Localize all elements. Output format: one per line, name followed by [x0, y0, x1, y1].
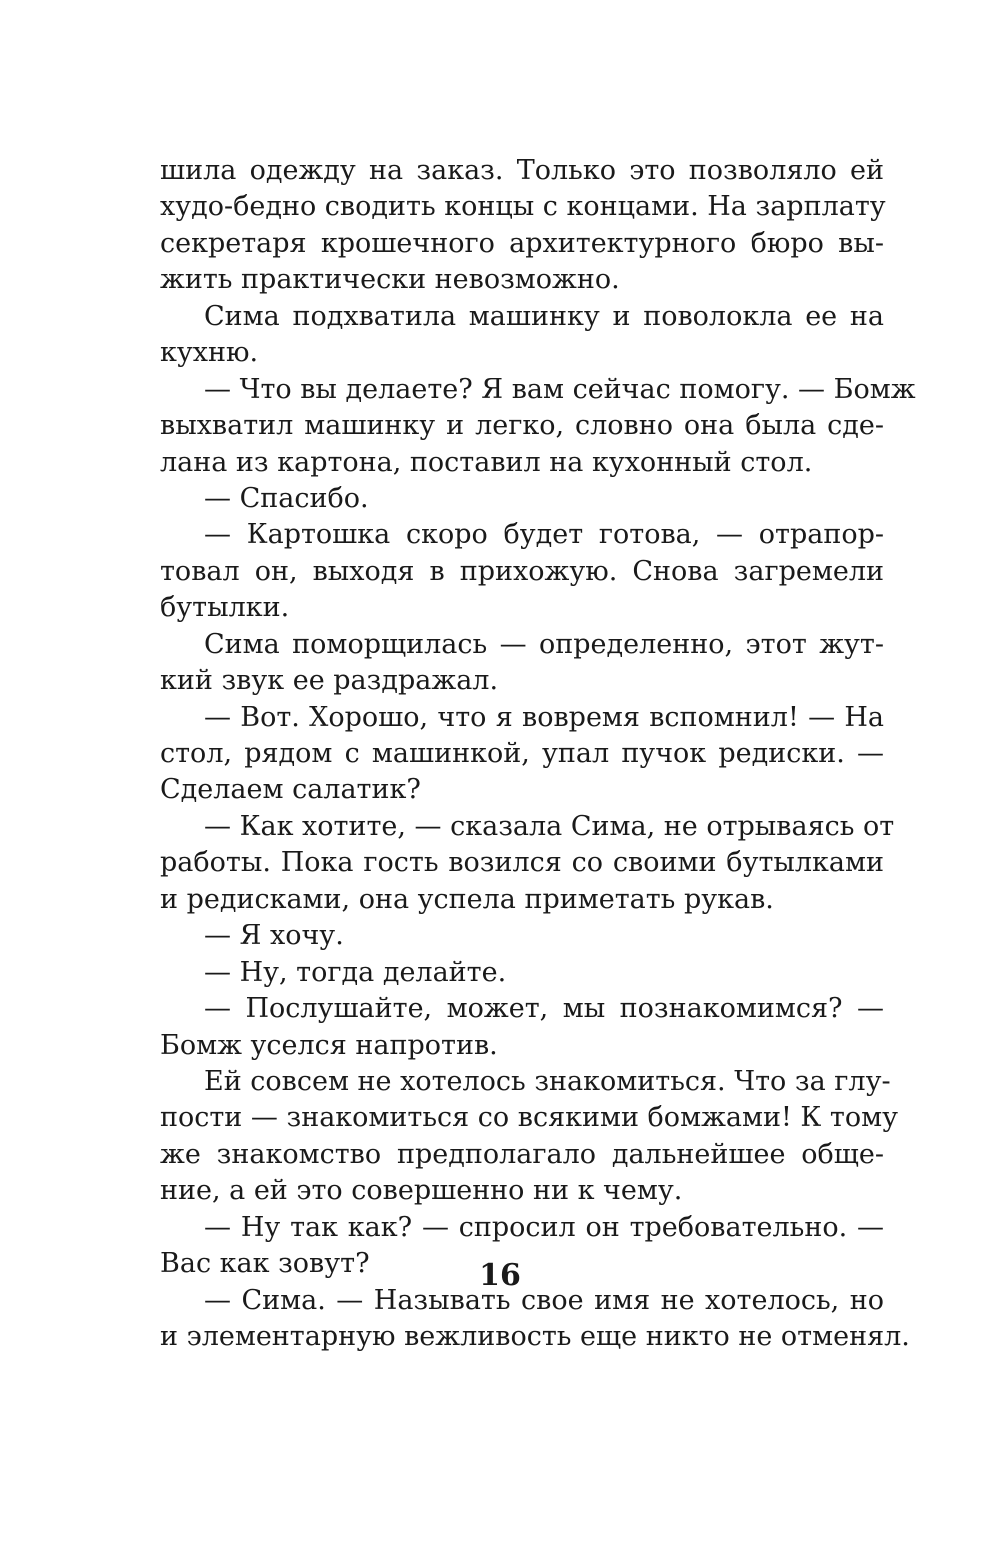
- text-line: и редисками, она успела приметать рукав.: [160, 883, 774, 915]
- text-line: стол, рядом с машинкой, упал пучок редиски. —: [160, 738, 884, 769]
- text-line: Бомж уселся напротив.: [160, 1029, 498, 1061]
- text-line: кухню.: [160, 337, 259, 369]
- text-line: шила одежду на заказ. Только это позволяло ей: [160, 155, 884, 186]
- text-line: — Сима. — Называть свое имя не хотелось, но: [204, 1284, 884, 1316]
- text-line: — Картошка скоро будет готова, — отрапор-: [204, 519, 884, 551]
- text-line: пости — знакомиться со всякими бомжами! К тому: [160, 1102, 898, 1134]
- text-line: жить практически невозможно.: [160, 264, 620, 296]
- text-line: — Ну, тогда делайте.: [204, 956, 507, 988]
- page-number: 16: [479, 1258, 521, 1293]
- text-line: же знакомство предполагало дальнейшее обще-: [160, 1138, 884, 1170]
- text-line: Вас как зовут?: [160, 1248, 370, 1280]
- text-line: бутылки.: [160, 592, 290, 624]
- text-line: — Что вы делаете? Я вам сейчас помогу. — Бомж: [204, 373, 916, 405]
- text-line: — Вот. Хорошо, что я вовремя вспомнил! — На: [204, 701, 884, 733]
- text-line: — Я хочу.: [204, 920, 344, 952]
- text-line: и элементарную вежливость еще никто не отменял.: [160, 1321, 910, 1352]
- text-line: кий звук ее раздражал.: [160, 665, 499, 697]
- text-line: Ей совсем не хотелось знакомиться. Что за глу-: [204, 1065, 891, 1097]
- text-line: — Ну так как? — спросил он требовательно. —: [204, 1211, 884, 1243]
- text-line: Сима подхватила машинку и поволокла ее на: [204, 300, 884, 332]
- text-line: лана из картона, поставил на кухонный стол.: [160, 446, 813, 478]
- text-line: Сима поморщилась — определенно, этот жут-: [204, 628, 884, 660]
- text-line: ние, а ей это совершенно ни к чему.: [160, 1175, 683, 1207]
- text-line: — Послушайте, может, мы познакомимся? —: [204, 993, 884, 1025]
- text-line: Сделаем салатик?: [160, 774, 421, 806]
- text-line: худо-бедно сводить концы с концами. На зарплату: [160, 191, 886, 223]
- text-line: работы. Пока гость возился со своими бутылками: [160, 847, 884, 879]
- text-line: — Спасибо.: [204, 482, 369, 514]
- text-line: выхватил машинку и легко, словно она была сде-: [160, 410, 884, 442]
- text-line: секретаря крошечного архитектурного бюро вы-: [160, 227, 884, 259]
- text-line: — Как хотите, — сказала Сима, не отрываясь от: [204, 810, 895, 842]
- body-text: [160, 153, 916, 1355]
- text-line: товал он, выходя в прихожую. Снова загремели: [160, 555, 884, 587]
